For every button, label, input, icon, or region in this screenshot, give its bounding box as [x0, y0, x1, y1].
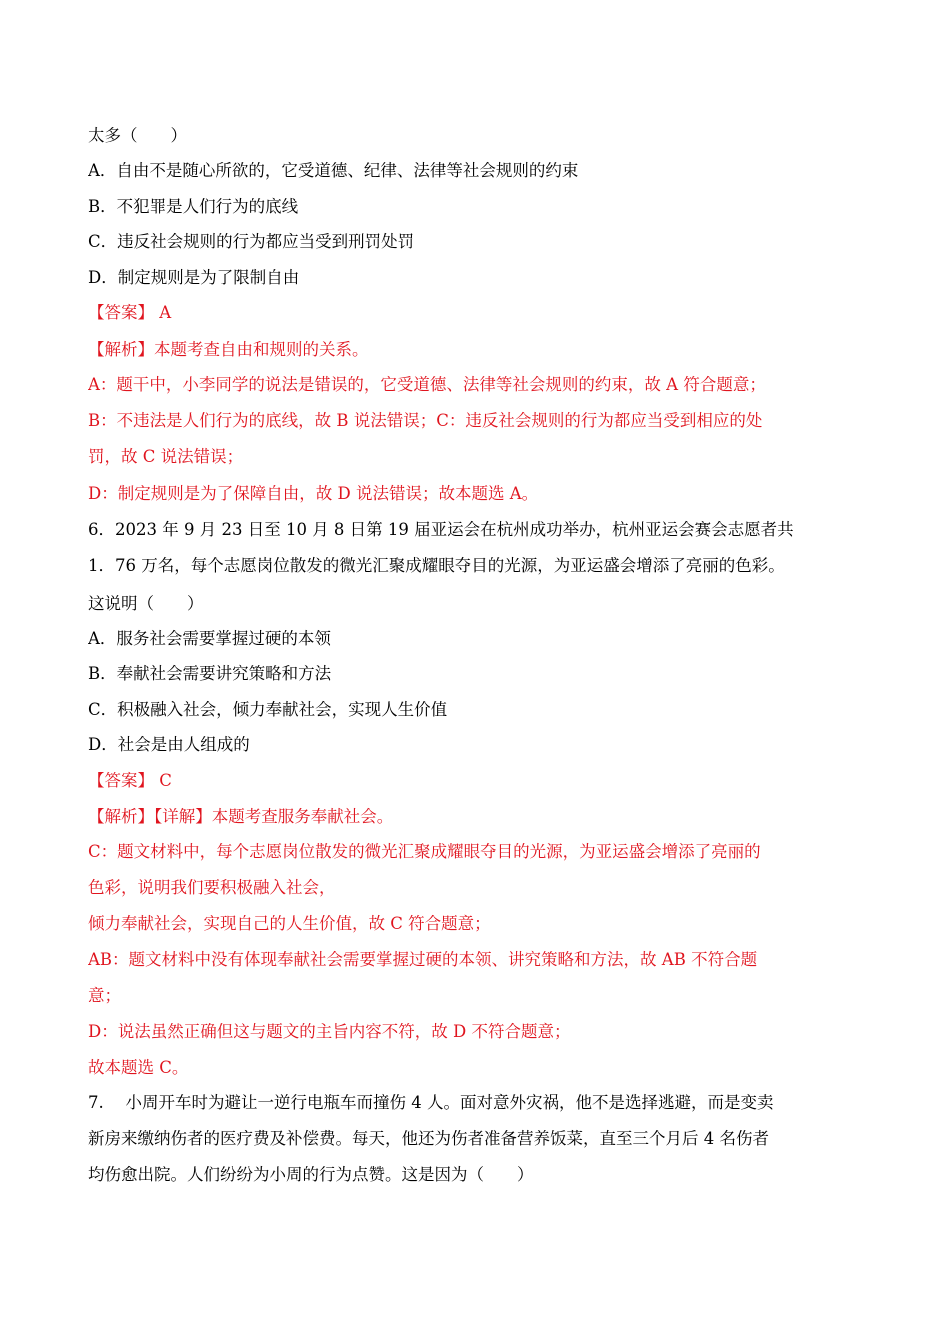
analysis-line: AB：题文材料中没有体现奉献社会需要掌握过硬的本领、讲究策略和方法，故 AB 不符合题	[88, 950, 758, 969]
analysis-line: 色彩，说明我们要积极融入社会，	[88, 878, 336, 897]
analysis-heading: 【解析】【详解】本题考查服务奉献社会。	[88, 807, 394, 826]
analysis-line: A：题干中，小李同学的说法是错误的，它受道德、法律等社会规则的约束，故 A 符合题意；	[88, 375, 766, 394]
question-stem: 6．2023 年 9 月 23 日至 10 月 8 日第 19 届亚运会在杭州成功举办，杭州亚运会赛会志愿者共	[88, 520, 794, 539]
option-c: C．积极融入社会，倾力奉献社会，实现人生价值	[88, 700, 448, 719]
analysis-line: 意；	[88, 986, 121, 1005]
option-b: B．不犯罪是人们行为的底线	[88, 197, 299, 216]
question-stem: 7. 小周开车时为避让一逆行电瓶车而撞伤 4 人。面对意外灾祸，他不是选择逃避，而是变卖	[88, 1093, 774, 1112]
option-a: A．服务社会需要掌握过硬的本领	[88, 629, 331, 648]
analysis-line: D：说法虽然正确但这与题文的主旨内容不符，故 D 不符合题意；	[88, 1022, 571, 1041]
answer-line: 【答案】 C	[88, 771, 172, 790]
answer-line: 【答案】 A	[88, 303, 172, 322]
question-stem: 均伤愈出院。人们纷纷为小周的行为点赞。这是因为（ ）	[88, 1165, 534, 1184]
analysis-line: 倾力奉献社会，实现自己的人生价值，故 C 符合题意；	[88, 914, 491, 933]
option-d: D．社会是由人组成的	[88, 735, 250, 754]
analysis-line: B：不违法是人们行为的底线，故 B 说法错误；C：违反社会规则的行为都应当受到相应的处	[88, 411, 763, 430]
question-stem: 1．76 万名，每个志愿岗位散发的微光汇聚成耀眼夺目的光源，为亚运盛会增添了亮丽的色彩。	[88, 556, 785, 575]
question-stem: 这说明（ ）	[88, 594, 204, 613]
option-a: A．自由不是随心所欲的，它受道德、纪律、法律等社会规则的约束	[88, 161, 579, 180]
analysis-line: D：制定规则是为了保障自由，故 D 说法错误；故本题选 A。	[88, 484, 539, 503]
analysis-line: 罚，故 C 说法错误；	[88, 447, 244, 466]
analysis-heading: 【解析】本题考查自由和规则的关系。	[88, 340, 369, 359]
question-continuation: 太多（ ）	[88, 126, 187, 145]
option-b: B．奉献社会需要讲究策略和方法	[88, 664, 332, 683]
option-c: C．违反社会规则的行为都应当受到刑罚处罚	[88, 232, 415, 251]
analysis-conclusion: 故本题选 C。	[88, 1058, 189, 1077]
option-d: D．制定规则是为了限制自由	[88, 268, 300, 287]
question-stem: 新房来缴纳伤者的医疗费及补偿费。每天，他还为伤者准备营养饭菜，直至三个月后 4 名伤者	[88, 1129, 769, 1148]
analysis-line: C：题文材料中，每个志愿岗位散发的微光汇聚成耀眼夺目的光源，为亚运盛会增添了亮丽的	[88, 842, 761, 861]
